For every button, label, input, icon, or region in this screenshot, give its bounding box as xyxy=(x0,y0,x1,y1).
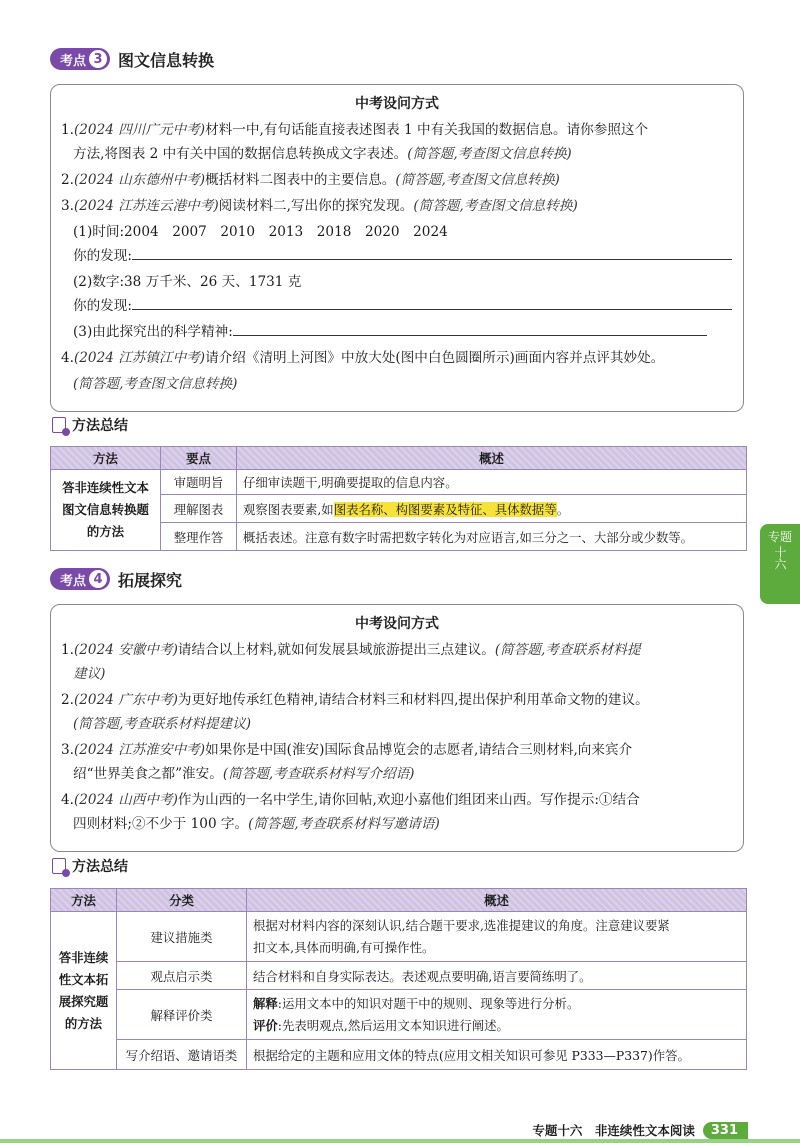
table-header: 方法 xyxy=(51,889,117,912)
section-4-header xyxy=(50,568,182,590)
summary-2-header xyxy=(52,856,128,876)
method-cell: 答非连续性文本图文信息转换题的方法 xyxy=(51,470,161,551)
summary-1-title: 方法总结 xyxy=(72,418,128,434)
question-4: 4.(2024 山西中考)作为山西的一名中学生,请你回帖,欢迎小嘉他们组团来山西。写作提示:①结合 xyxy=(61,792,640,808)
question-4-cont: 四则材料;②不少于 100 字。(简答题,考查联系材料写邀请语) xyxy=(73,816,440,832)
footer-stripe xyxy=(0,1139,800,1143)
question-3: 3.(2024 江苏淮安中考)如果你是中国(淮安)国际食品博览会的志愿者,请结合三则材料,向来宾介 xyxy=(61,742,633,758)
question-1: 1.(2024 四川广元中考)材料一中,有句话能直接表述图表 1 中有关我国的数据信息。请你参照这个 xyxy=(61,122,649,138)
section-3-question-box xyxy=(50,84,744,412)
question-1-cont: 方法,将图表 2 中有关中国的数据信息转换成文字表述。(简答题,考查图文信息转换) xyxy=(73,146,572,162)
summary-1-header xyxy=(52,415,128,435)
page-number: 331 xyxy=(703,1122,748,1139)
section-3-title: 图文信息转换 xyxy=(118,50,215,70)
question-3-part-3: (3)由此探究出的科学精神: xyxy=(73,321,707,343)
question-3: 3.(2024 江苏连云港中考)阅读材料二,写出你的探究发现。(简答题,考查图文信息转换) xyxy=(61,198,578,214)
table-cell: 概括表述。注意有数字时需把数字转化为对应语言,如三分之一、大部分或少数等。 xyxy=(237,523,747,551)
kaodian-label: 考点 xyxy=(60,53,87,69)
answer-blank[interactable] xyxy=(132,295,732,310)
question-source: (2024 四川广元中考) xyxy=(73,122,206,138)
section-4-title: 拓展探究 xyxy=(118,570,183,590)
question-3-cont: 绍“世界美食之都”淮安。(简答题,考查联系材料写介绍语) xyxy=(73,766,415,782)
table-header: 方法 xyxy=(51,447,161,470)
kaodian-label: 考点 xyxy=(60,573,87,589)
summary-2-table xyxy=(50,888,747,1070)
kaodian-badge xyxy=(50,568,110,590)
section-3-header xyxy=(50,48,214,70)
answer-blank[interactable] xyxy=(132,245,732,260)
question-3-part-1: (1)时间:2004 2007 2010 2013 2018 2020 2024 xyxy=(73,224,448,240)
table-header: 概述 xyxy=(237,447,747,470)
answer-blank[interactable] xyxy=(233,321,707,336)
table-cell: 观察图表要素,如图表名称、构图要素及特征、具体数据等。 xyxy=(237,495,747,523)
kaodian-number: 4 xyxy=(89,570,107,588)
discovery-line-2: 你的发现: xyxy=(73,295,732,317)
question-box-title: 中考设问方式 xyxy=(355,616,439,632)
kaodian-badge xyxy=(50,48,110,70)
question-2-cont: (简答题,考查联系材料提建议) xyxy=(73,716,252,732)
kaodian-number: 3 xyxy=(89,50,107,68)
table-cell: 仔细审读题干,明确要提取的信息内容。 xyxy=(237,470,747,495)
footer-title: 专题十六 非连续性文本阅读 xyxy=(532,1123,695,1138)
question-4-cont: (简答题,考查图文信息转换) xyxy=(73,376,238,392)
page-footer xyxy=(532,1121,748,1139)
question-3-part-2: (2)数字:38 万千米、26 天、1731 克 xyxy=(73,274,302,290)
discovery-line-1: 你的发现: xyxy=(73,245,732,267)
table-cell: 结合材料和自身实际表达。表述观点要明确,语言要简练明了。 xyxy=(247,962,747,990)
table-cell: 整理作答 xyxy=(161,523,237,551)
table-cell: 建议措施类 xyxy=(117,912,247,962)
table-cell: 写介绍语、邀请语类 xyxy=(117,1040,247,1070)
table-header: 分类 xyxy=(117,889,247,912)
chapter-side-tab: 专题 十六 xyxy=(760,524,800,604)
table-cell: 审题明旨 xyxy=(161,470,237,495)
question-2: 2.(2024 广东中考)为更好地传承红色精神,请结合材料三和材料四,提出保护利用革命文物的建议。 xyxy=(61,692,649,708)
summary-icon xyxy=(52,417,66,433)
summary-icon xyxy=(52,858,66,874)
question-1: 1.(2024 安徽中考)请结合以上材料,就如何发展县域旅游提出三点建议。(简答题,考查联系材料提 xyxy=(61,642,641,658)
question-box-title: 中考设问方式 xyxy=(355,96,439,112)
summary-2-title: 方法总结 xyxy=(72,859,128,875)
table-cell: 解释评价类 xyxy=(117,990,247,1040)
summary-1-table xyxy=(50,446,747,551)
question-1-cont: 建议) xyxy=(73,666,106,682)
table-header: 要点 xyxy=(161,447,237,470)
table-cell: 解释:运用文本中的知识对题干中的规则、现象等进行分析。 评价:先表明观点,然后运用文本知识进行阐述。 xyxy=(247,990,747,1040)
question-2: 2.(2024 山东德州中考)概括材料二图表中的主要信息。(简答题,考查图文信息转换) xyxy=(61,172,560,188)
table-cell: 根据对材料内容的深刻认识,结合题干要求,选准提建议的角度。注意建议要紧 扣文本,具体而明确,有可操作性。 xyxy=(247,912,747,962)
table-cell: 理解图表 xyxy=(161,495,237,523)
section-4-question-box xyxy=(50,604,744,852)
question-4: 4.(2024 江苏镇江中考)请介绍《清明上河图》中放大处(图中白色圆圈所示)画面内容并点评其妙处。 xyxy=(61,350,665,366)
method-cell: 答非连续性文本拓展探究题的方法 xyxy=(51,912,117,1070)
table-cell: 观点启示类 xyxy=(117,962,247,990)
table-cell: 根据给定的主题和应用文体的特点(应用文相关知识可参见 P333—P337)作答。 xyxy=(247,1040,747,1070)
highlighted-text: 图表名称、构图要素及特征、具体数据等 xyxy=(333,501,557,517)
table-header: 概述 xyxy=(247,889,747,912)
